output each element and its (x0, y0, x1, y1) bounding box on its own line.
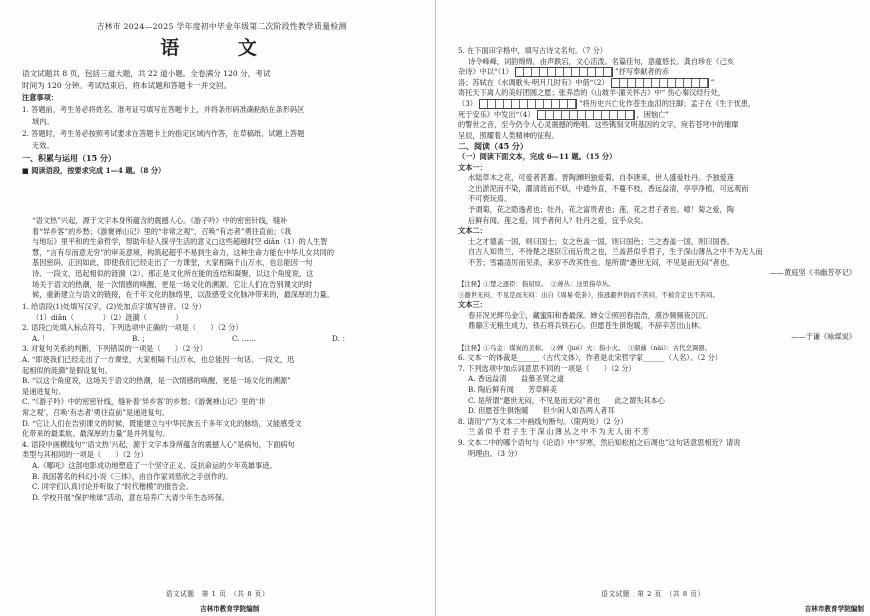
q5-line-8: 呈辰，照耀着人类精神的征程。 (458, 130, 559, 140)
passage-line: 与地坛》里平和的生命哲学，帮助年轻人探寻生活的意义□这些超越时空 diǎn（1）的人生智 (32, 237, 328, 247)
note-1: 1. 答题前，考生务必将姓名、准考证号填写在答题卡上，并将条形码准确粘贴在条形码区 (22, 105, 305, 114)
q5-blank-3-label: （3） (458, 98, 477, 108)
question-9-cont: 明理由。（3 分） (468, 448, 522, 458)
text-1-line: 之出淤泥而不染，濯清涟而不妖，中通外直，不蔓不枝，香远益清，亭亭净植，可远观而 (468, 183, 749, 193)
text-2-line: 不芳；雪霜凌厉而见杀，来岁不改其性也。是所谓“遯世无闷，不见是而无闷”者也。 (468, 257, 735, 267)
q2-option-b: B. ； (132, 333, 150, 343)
q5-after-3: ”将历史兴亡化作苍生血泪的注脚；孟子在《生于忧患， (578, 98, 756, 108)
text-1-label: 文本一： (458, 162, 487, 172)
text-2-notes-2: ③遯世无闷，不见是而无闷：出自《周易·乾卦》，指逃避世俗而不苦闷，不被肯定也不苦闷。 (458, 290, 719, 299)
answer-grid-2[interactable] (611, 78, 709, 88)
text-3-source: ——于谦《咏煤炭》 (791, 332, 856, 342)
passage-line: “语文热”兴起，源于文字本身所蕴含的震撼人心。《游子吟》中的密密针线，缝补 (32, 216, 288, 225)
exam-page-2 (435, 0, 870, 616)
passage-line: 候，重新建立与语文的链接，在千年文化的脉络里，以汲感受文化脉冲带来的，最深厚的力量。 (32, 290, 334, 300)
q7-option-d: D. 但愿苍生俱饱暖 但少闲人如吾两人者耳 (468, 406, 615, 416)
q4-option-a: A.《哪吒》这部电影成功地塑造了一个坚守正义、反抗命运的少年英雄事迹。 (32, 460, 277, 470)
text-2-line: 士之才德盖一国，则曰国士；女之色盖一国，则曰国色；兰之香盖一国，则曰国香。 (468, 236, 734, 246)
note-1-cont: 域内。 (32, 117, 54, 126)
question-4: 4. 语段中画横线句“‘语文热’兴起，源于文字本身所蕴含的震撼人心”是病句，下面病句 (22, 439, 295, 449)
question-2-options (22, 334, 421, 345)
q5-line-1: 诗令峰峰，词韵绵绵，由声跌宕，文心活泼。名篇佳句，意蕴悠长。龚自珍在《己亥 (468, 56, 734, 66)
passage-line: 诗、一段文，迅起相似的涟漪（2）。那正是文化所在能的连结和凝聚，以这个角度说，这 (32, 268, 314, 278)
passage-line: 慧，“言有尽而意无穷”的审美意境，构筑起超乎不易到生命力，这种生命力能在中华儿女共同的 (32, 247, 335, 257)
q2-option-c: C. …… (232, 333, 257, 343)
text-1-line: 不可亵玩焉。 (468, 194, 512, 204)
text-1-line: 水陆草木之花，可爱者甚蕃。晋陶渊明独爱菊。自李唐来，世人盛爱牡丹。予独爱莲 (468, 173, 734, 183)
q8-sentence: 兰盖似乎君子生于深山薄丛之中不为无人而不芳 (468, 427, 651, 437)
part-1-heading: （一）阅读下面文本，完成 6—11 题。（15 分） (458, 151, 617, 161)
intro-line-1: 语文试题共 8 页，包括三道大题，共 22 道小题。全卷满分 120 分，考试 (22, 69, 271, 78)
text-1-line: 后鲜有闻。莲之爱，同予者何人？牡丹之爱，宜乎众矣。 (468, 215, 648, 225)
q4-option-c: C. 同学们认真讨论并听取了“时代楷模”的报告会。 (32, 482, 193, 492)
exam-title: 吉林市 2024—2025 学年度初中毕业年级第二次阶段性教学质量检测 (96, 22, 347, 31)
reading-passage (22, 216, 421, 301)
q4-option-b: B. 我国著名的科幻小说《三体》，由自作家刘慈欣之手创作的。 (32, 471, 233, 481)
question-5: 5. 在下面田字格中，填写古诗文名句。（7 分） (458, 46, 607, 55)
text-3-notes: 【注释】①乌金：煤炭的美称。 ②婵（jué）火：指小火。 ③鼎鼐（nài）：古代烹调器。 (458, 343, 712, 352)
q5-line-6 (458, 110, 856, 121)
q5-after-4: ，困恼亡” (636, 109, 669, 119)
q5-after-2: ” (710, 77, 715, 87)
text-2-body (458, 237, 856, 269)
q5-line-7: 的警世之音，至今仍令人心灵震撼的绝唱。这些镌刻文明基因的文字，宛若苍穹中的璀璨 (458, 120, 739, 130)
question-9: 9. 文本二中的哪个语句与《论语》中“岁寒，然后知松柏之后凋也”这句话意思相近？请说 (458, 437, 741, 447)
q3-option-d: D. “它让人们在告别课文的时候，既能建立与中华民族五千多年文化的脉络，又能感受文 (22, 418, 302, 428)
note-2-cont: 无效。 (32, 141, 54, 150)
text-3-line: 鼎鼐③无粮生成力，铁石将兵铁石心。但愿苍生俱饱暖，不辞辛苦出山林。 (468, 321, 706, 331)
section-1-heading: 一、积累与运用（15 分） (22, 153, 116, 163)
q5-line-5 (458, 99, 856, 110)
passage-line: 基因密码。正因如此，即使我们已经走出了一方课堂，大家相隔千山万水，也总能因一句 (32, 258, 313, 268)
text-3-line: 春开况光辉鸟金①，藏蜜阳和香最深。婵女②照回春浩浩，漠沙频频夜沉沉。 (468, 310, 713, 320)
reading-task: ■ 阅读语段，按要求完成 1—4 题。（8 分） (22, 166, 166, 175)
q3-option-c: C. “《游子吟》中的密密针线，缝补着‘异乡客’的乡愁；《游褒禅山记》里的‘非 (22, 397, 266, 407)
q5-blank-1-label: 杂诗》中以“（1） (458, 67, 513, 77)
question-4-cont: 类型与其相同的一项是（ ）（2 分） (22, 450, 148, 460)
q3-option-d-cont: 化带来的最柔软、最深厚的力量”是并列复句。 (22, 429, 170, 439)
text-3-label: 文本三： (458, 300, 487, 310)
question-7: 7. 下列选项中加点词意思不同的一项是（ ）（2 分） (458, 363, 636, 373)
q3-option-a: A. “即使我们已经走出了一方课堂，大家相隔千山万水，也总能因一句话、一段文，迅 (22, 354, 295, 364)
q5-line-4: 寄托天下离人的美好团圆之愿；张养浩的《山坡羊·潼关怀古》中“ 伤心秦汉经行处， (458, 88, 725, 98)
text-3-body (458, 311, 856, 332)
question-2: 2. 语段□处填入标点符号，下列选项中正确的一项是（ ）（2 分） (22, 323, 243, 333)
q4-option-d: D. 学校开展“保护地球”活动，意在培养广大青少年生态环保。 (32, 492, 230, 502)
text-2-notes-1: 【注释】①楚之逐臣：指屈原。 ②薄丛：这里指草丛。 (458, 280, 615, 289)
question-8: 8. 请用“/”为文本二中画线句断句。（限两处）（2 分） (458, 416, 628, 426)
passage-line: 场关于语文的热潮，是一次情感的唤醒，更是一场文化的溯源。它让人们在告别课文的时 (32, 279, 313, 289)
q3-option-b: B. “以这个角度说，这场关于语文的热潮，是一次情感的唤醒，更是一场文化的溯源” (22, 376, 291, 386)
answer-grid-1[interactable] (515, 67, 613, 77)
text-2-line: 自古人知贵兰，不待楚之逐臣①而后贵之也，兰盖甚似乎君子，生于深山薄丛之中不为无人而 (468, 247, 763, 257)
q5-after-1: ”抒写奉献者的赤 (614, 67, 669, 77)
question-3: 3. 对复句关系的判断，下列错误的一项是（ ）（2 分） (22, 344, 207, 354)
question-6: 6. 文本一的体裁是______（古代文体），作者是北宋哲学家______（人名）。（2 分） (458, 353, 722, 363)
passage-line: 着“异乡客”的乡愁；《游褒禅山记》里的“非常之观”，召唤“有志者”勇往直前；《我 (32, 226, 292, 236)
answer-grid-4[interactable] (537, 110, 635, 120)
q3-option-a-cont: 起相似的涟漪”是假设复句。 (22, 365, 112, 375)
q7-option-b: B. 陶后鲜有闻 芳草鲜美 (468, 385, 557, 394)
question-1-blanks: （1）diǎn（ ）（2）涟漪（ ） (32, 312, 183, 322)
q2-option-d: D. ： (332, 333, 350, 343)
page-footer-1: 语文试题 第 1 页 （共 8 页） (165, 590, 270, 598)
subject-title: 语 文 (160, 37, 283, 59)
section-2-heading: 二、阅读（45 分） (458, 141, 528, 152)
text-2-label: 文本二： (458, 226, 487, 236)
notes-heading: 注意事项： (22, 93, 58, 102)
q7-option-c: C. 是所谓“遯世无闷，不见是而无闷”者也 此之谓失其本心 (468, 395, 665, 405)
text-1-body (458, 173, 856, 226)
text-1-line: 予谓菊，花之隐逸者也；牡丹，花之富贵者也；莲，花之君子者也。噫！菊之爱，陶 (468, 204, 734, 214)
page-footer-2: 语文试题 第 2 页 （共 8 页） (601, 590, 705, 598)
q3-option-b-cont: 是递进复句。 (22, 386, 66, 396)
q2-option-a: A. ！ (32, 333, 49, 343)
q3-option-c-cont: 常之观’，召唤‘有志者’勇往直前”是递进复句。 (22, 407, 170, 417)
q5-blank-4-label: 死于安乐》中发出“（4） (458, 109, 535, 119)
answer-grid-3[interactable] (479, 99, 577, 109)
q5-line-3 (458, 78, 856, 89)
q7-option-a: A. 香远益清 益慕圣贤之道 (468, 374, 565, 384)
note-2: 2. 答题时，考生务必按照考试要求在答题卡上的指定区域内作答，在草稿纸、试题上答题 (22, 129, 305, 138)
text-2-source: ——黄庭坚《书幽芳亭记》 (769, 268, 856, 278)
publisher-2: 吉林市教育学院编制 (804, 605, 864, 613)
q5-line-2 (458, 67, 856, 78)
publisher-1: 吉林市教育学院编制 (200, 605, 260, 613)
q5-blank-2-label: 洛；苏轼在《水调歌头·明月几时有》中借“（2） (458, 77, 609, 87)
intro-line-2: 时间为 120 分钟。考试结束后，将本试题和答题卡一并交回。 (22, 81, 232, 90)
question-1: 1. 给语段(1)处填写汉字，(2)处加点字填写拼音。（2 分） (22, 302, 206, 311)
